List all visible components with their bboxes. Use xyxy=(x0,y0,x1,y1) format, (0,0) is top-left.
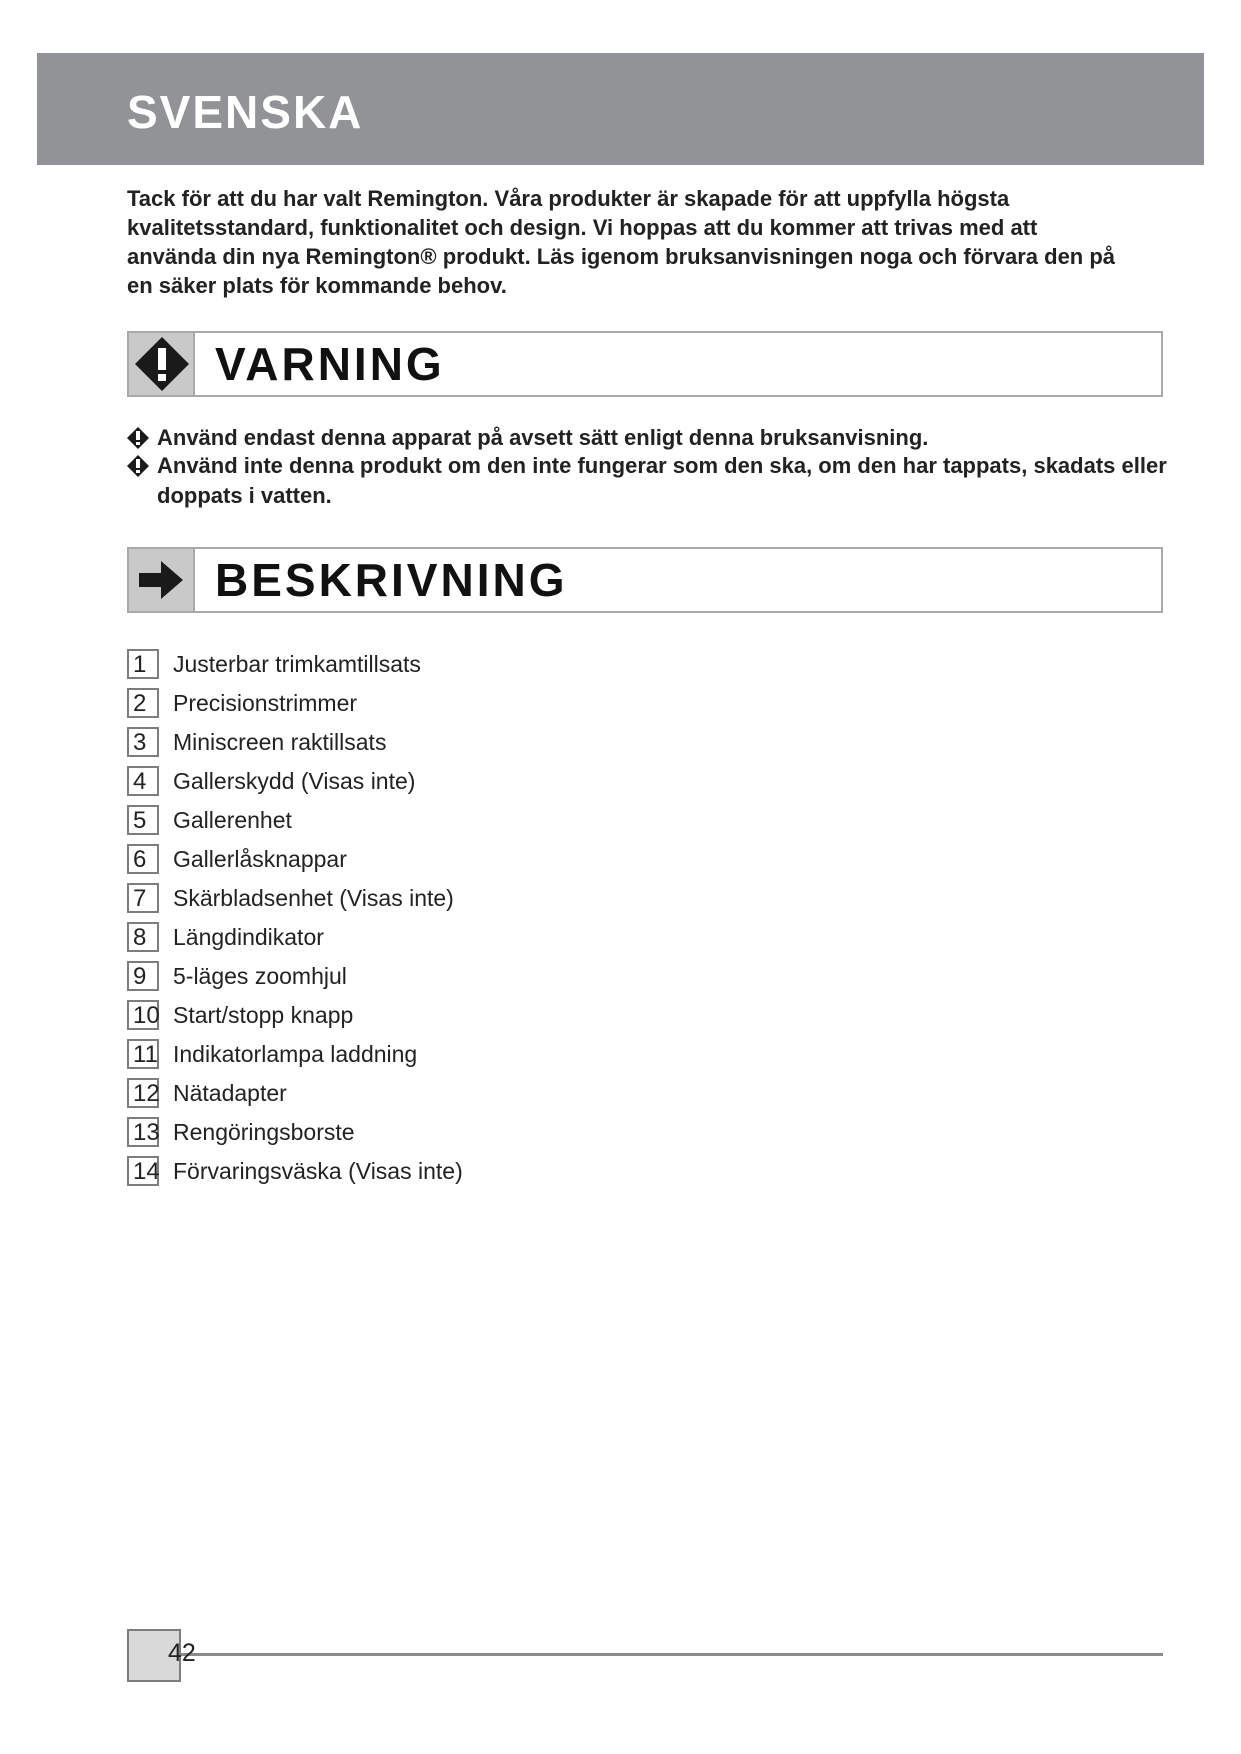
item-label: 5-läges zoomhjul xyxy=(173,963,347,989)
warning-title: VARNING xyxy=(215,338,445,390)
item-label: Precisionstrimmer xyxy=(173,690,358,716)
intro-paragraph: Tack för att du har valt Remington. Våra produkter är skapade för att uppfylla högsta kvalitetsstandard, funktionalitet och design. Vi hoppas att du kommer att trivas med att använda din nya Remington® produkt. Läs igenom bruksanvisningen noga och förvara den på en säker plats för kommande behov. xyxy=(127,186,1116,298)
warning-bullet-icon xyxy=(127,455,149,477)
item-label: Förvaringsväska (Visas inte) xyxy=(173,1158,463,1184)
item-number: 7 xyxy=(127,883,159,913)
item-label: Justerbar trimkamtillsats xyxy=(173,651,421,677)
item-label: Gallerenhet xyxy=(173,807,292,833)
warning-item xyxy=(127,423,1167,453)
warning-section-header xyxy=(127,331,1163,397)
item-number: 1 xyxy=(127,649,159,679)
item-number: 11 xyxy=(127,1039,159,1069)
warning-diamond-icon xyxy=(133,335,191,393)
warning-item-text: Använd inte denna produkt om den inte fungerar som den ska, om den har tappats, skadats eller doppats i vatten. xyxy=(157,453,1167,508)
item-number: 14 xyxy=(127,1156,159,1186)
warning-item xyxy=(127,451,1167,511)
page-number: 42 xyxy=(168,1639,196,1667)
footer-divider xyxy=(181,1653,1163,1656)
description-title: BESKRIVNING xyxy=(215,554,568,606)
language-header xyxy=(37,53,1204,165)
item-number: 9 xyxy=(127,961,159,991)
item-label: Gallerskydd (Visas inte) xyxy=(173,768,416,794)
item-label: Miniscreen raktillsats xyxy=(173,729,387,755)
item-label: Rengöringsborste xyxy=(173,1119,355,1145)
item-number: 12 xyxy=(127,1078,159,1108)
warning-icon-cell xyxy=(129,333,195,395)
item-number: 5 xyxy=(127,805,159,835)
item-number: 6 xyxy=(127,844,159,874)
item-number: 2 xyxy=(127,688,159,718)
item-label: Skärbladsenhet (Visas inte) xyxy=(173,885,454,911)
item-number: 3 xyxy=(127,727,159,757)
warning-list xyxy=(127,423,1167,511)
arrow-right-icon xyxy=(133,551,191,609)
warning-bullet-icon xyxy=(127,427,149,449)
description-icon-cell xyxy=(129,549,195,611)
item-number: 8 xyxy=(127,922,159,952)
item-number: 13 xyxy=(127,1117,159,1147)
item-label: Indikatorlampa laddning xyxy=(173,1041,418,1067)
item-label: Start/stopp knapp xyxy=(173,1002,354,1028)
language-title: SVENSKA xyxy=(127,86,364,138)
item-label: Gallerlåsknappar xyxy=(173,846,347,872)
warning-item-text: Använd endast denna apparat på avsett sätt enligt denna bruksanvisning. xyxy=(157,425,929,450)
item-label: Nätadapter xyxy=(173,1080,287,1106)
item-label: Längdindikator xyxy=(173,924,324,950)
item-number: 4 xyxy=(127,766,159,796)
description-section-header xyxy=(127,547,1163,613)
item-number: 10 xyxy=(127,1000,159,1030)
